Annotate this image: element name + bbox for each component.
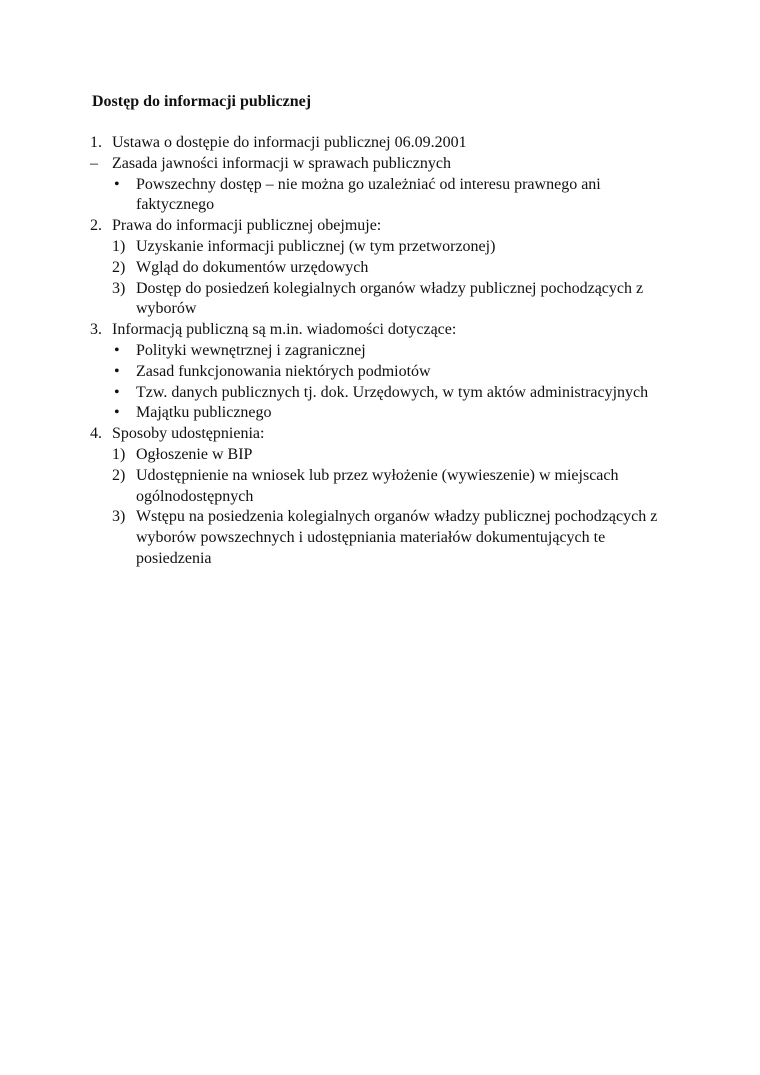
bullet-marker: • [114, 404, 120, 422]
list-item-text: Wstępu na posiedzenia kolegialnych organów władzy publicznej pochodzących z wyborów powszechnych i udostępniania materiałów dokumentujących te posiedzenia [136, 508, 658, 567]
list-marker: 1) [112, 237, 126, 255]
list-item-text: Prawa do informacji publicznej obejmuje: [112, 217, 382, 235]
list-item-text: Wgląd do dokumentów urzędowych [136, 258, 369, 276]
list-item [90, 341, 670, 362]
list-item-text: Uzyskanie informacji publicznej (w tym przetworzonej) [136, 237, 496, 255]
list-item-text: Zasada jawności informacji w sprawach publicznych [112, 154, 451, 172]
list-item [90, 383, 670, 404]
list-item-text: Sposoby udostępnienia: [112, 425, 265, 443]
list-marker: 2) [112, 258, 126, 276]
list-marker: 3. [90, 321, 102, 339]
bullet-marker: • [114, 341, 120, 359]
list-marker: 3) [112, 279, 126, 297]
list-item [90, 175, 670, 217]
bullet-marker: • [114, 175, 120, 193]
list-item [90, 216, 670, 237]
list-item-text: Dostęp do posiedzeń kolegialnych organów władzy publicznej pochodzących z wyborów [136, 279, 644, 318]
bullet-marker: • [114, 362, 120, 380]
list-marker: 3) [112, 508, 126, 526]
list-item-text: Zasad funkcjonowania niektórych podmiotów [136, 362, 431, 380]
list-marker: 2. [90, 217, 102, 235]
list-item [90, 445, 670, 466]
list-item-text: Udostępnienie na wniosek lub przez wyłożenie (wywieszenie) w miejscach ogólnodostępnych [136, 466, 619, 505]
list-item-text: Ogłoszenie w BIP [136, 445, 253, 463]
list-item [90, 258, 670, 279]
list-item [90, 362, 670, 383]
list-item-text: Polityki wewnętrznej i zagranicznej [136, 341, 366, 359]
list-item [90, 320, 670, 341]
list-item-text: Tzw. danych publicznych tj. dok. Urzędowych, w tym aktów administracyjnych [136, 383, 649, 401]
list-marker: 4. [90, 425, 102, 443]
list-item [90, 507, 670, 569]
list-item-text: Majątku publicznego [136, 404, 272, 422]
list-marker: 2) [112, 466, 126, 484]
list-item [90, 154, 670, 175]
list-item-text: Powszechny dostęp – nie można go uzależniać od interesu prawnego ani faktycznego [136, 175, 601, 214]
page-title: Dostęp do informacji publicznej [92, 93, 312, 110]
list-item [90, 424, 670, 445]
list-marker: 1. [90, 134, 102, 151]
bullet-marker: • [114, 383, 120, 401]
outline-list [90, 133, 670, 570]
list-item [90, 133, 670, 154]
list-item [90, 237, 670, 258]
list-item-text: Ustawa o dostępie do informacji publicznej 06.09.2001 [112, 134, 467, 151]
list-marker: 1) [112, 445, 126, 463]
list-item [90, 279, 670, 321]
list-item [90, 403, 670, 424]
list-item-text: Informacją publiczną są m.in. wiadomości dotyczące: [112, 321, 457, 339]
list-item [90, 466, 670, 508]
list-marker: – [90, 154, 98, 172]
